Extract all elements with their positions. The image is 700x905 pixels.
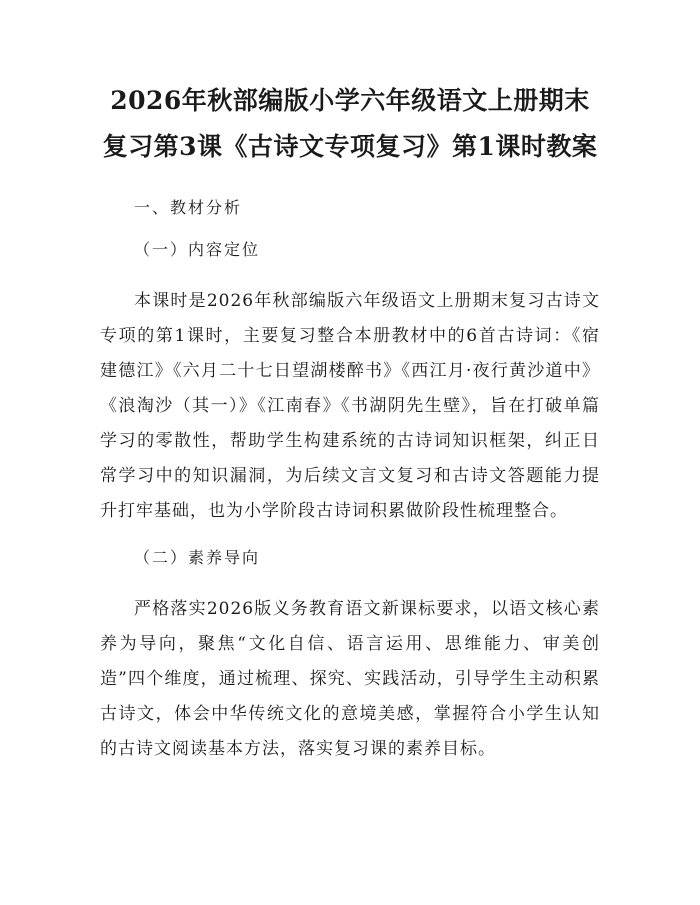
document-title: 2026年秋部编版小学六年级语文上册期末复习第3课《古诗文专项复习》第1课时教案: [102, 86, 598, 161]
subsection-heading-literacy-orientation: （二）素养导向: [134, 548, 261, 567]
paragraph-literacy-orientation: 严格落实2026版义务教育语文新课标要求，以语文核心素养为导向，聚焦“文化自信、语言运用、思维能力、审美创造”四个维度，通过梳理、探究、实践活动，引导学生主动积累古诗文，体会中华传统文化的意境美感，掌握符合小学生认知的古诗文阅读基本方法，落实复习课的素养目标。: [100, 599, 600, 759]
section-heading-teaching-material-analysis: 一、教材分析: [134, 198, 243, 217]
paragraph-content-positioning: 本课时是2026年秋部编版六年级语文上册期末复习古诗文专项的第1课时，主要复习整合本册教材中的6首古诗词：《宿建德江》《六月二十七日望湖楼醉书》《西江月·夜行黄沙道中》《浪淘沙（其一）》《江南春》《书湖阴先生壁》，旨在打破单篇学习的零散性，帮助学生构建系统的古诗词知识框架，纠正日常学习中的知识漏洞，为后续文言文复习和古诗文答题能力提升打牢基础，也为小学阶段古诗词积累做阶段性梳理整合。: [100, 291, 600, 521]
subsection-heading-content-positioning: （一）内容定位: [134, 240, 261, 259]
